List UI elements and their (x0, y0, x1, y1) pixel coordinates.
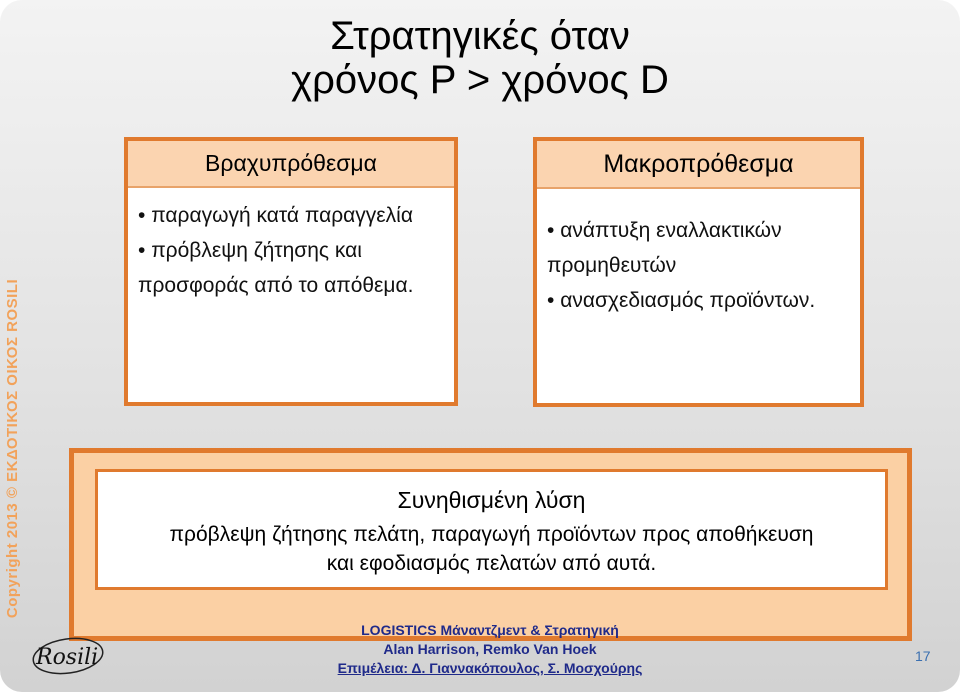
solution-text (98, 520, 885, 578)
rosili-logo (30, 632, 106, 676)
solution-heading: Συνηθισμένη λύση (397, 487, 586, 513)
solution-line-2: και εφοδιασμός πελατών από αυτά. (326, 552, 657, 575)
footer-editors: Επιμέλεια: Δ. Γιαννακόπουλος, Σ. Μοσχούρης (337, 660, 643, 676)
long-term-list (537, 189, 860, 318)
footer-authors: Alan Harrison, Remko Van Hoek (383, 641, 597, 657)
slide-title (180, 14, 780, 102)
logo-text: Rosili (36, 645, 99, 670)
short-term-item-2: • πρόβλεψη ζήτησης και προσφοράς από το απόθεμα. (138, 233, 446, 303)
footer-credits (280, 621, 700, 678)
copyright-text: Copyright 2013 © ΕΚΔΟΤΙΚΟΣ ΟΙΚΟΣ ROSILI (4, 278, 22, 618)
long-term-box (533, 137, 864, 407)
footer-book-title: LOGISTICS Μάναντζμεντ & Στρατηγική (361, 622, 619, 638)
short-term-list (128, 188, 454, 303)
title-line-1: Στρατηγικές όταν (330, 14, 630, 58)
title-line-2: χρόνος P > χρόνος D (291, 58, 669, 102)
long-term-item-2: • ανασχεδιασμός προϊόντων. (547, 283, 854, 318)
short-term-heading: Βραχυπρόθεσμα (128, 141, 454, 188)
long-term-heading: Μακροπρόθεσμα (537, 141, 860, 189)
page-number: 17 (915, 648, 931, 664)
solution-box (95, 469, 888, 590)
solution-line-1: πρόβλεψη ζήτησης πελάτη, παραγωγή προϊόντων προς αποθήκευση (169, 523, 814, 546)
copyright-vertical (2, 262, 24, 634)
solution-frame (69, 448, 912, 641)
long-term-item-1: • ανάπτυξη εναλλακτικών προμηθευτών (547, 213, 854, 283)
short-term-item-1: • παραγωγή κατά παραγγελία (138, 198, 446, 233)
short-term-box (124, 137, 458, 406)
